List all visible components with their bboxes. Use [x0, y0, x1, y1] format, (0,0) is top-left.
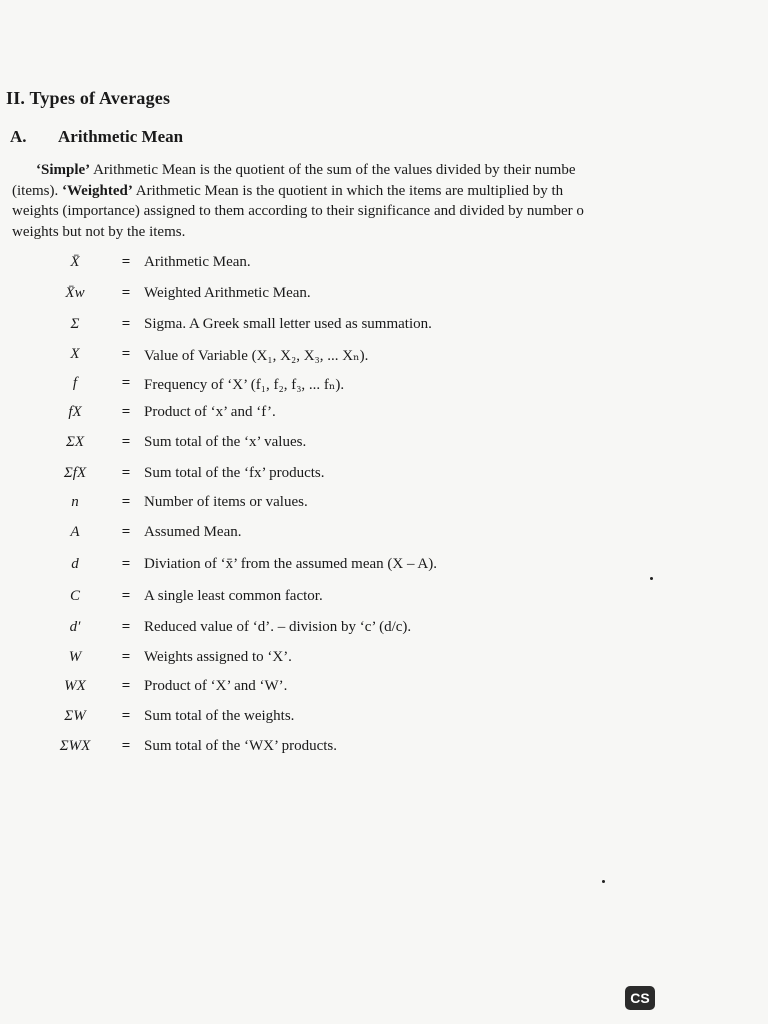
definition-text: A single least common factor.	[144, 588, 323, 604]
definition-symbol: A	[70, 524, 80, 540]
equals-sign: =	[121, 375, 131, 391]
equals-sign: =	[121, 434, 131, 450]
definition-text: Product of ‘x’ and ‘f’.	[144, 404, 276, 420]
subsection-title: Arithmetic Mean	[58, 127, 184, 146]
equals-sign: =	[121, 316, 131, 332]
definition-symbol: X	[70, 346, 80, 362]
intro-line: (items). ‘Weighted’ Arithmetic Mean is the quotient in which the items are multiplied by th	[12, 182, 564, 199]
definition-symbol: ΣX	[65, 434, 85, 450]
definition-text: Sum total of the weights.	[144, 708, 295, 724]
definition-symbol: X̄w	[65, 285, 85, 301]
section-title: II. Types of Averages	[6, 88, 171, 108]
intro-line: weights (importance) assigned to them according to their significance and divided by number o	[12, 203, 584, 219]
equals-sign: =	[121, 524, 131, 540]
equals-sign: =	[121, 619, 131, 635]
definition-symbol: ΣW	[64, 708, 86, 724]
definition-text: Sum total of the ‘WX’ products.	[144, 738, 338, 754]
definition-text: Weighted Arithmetic Mean.	[144, 285, 311, 301]
definition-text: Reduced value of ‘d’. – division by ‘c’ (d/c).	[144, 619, 412, 635]
definition-symbol: ΣfX	[63, 465, 87, 481]
equals-sign: =	[121, 494, 131, 510]
speck	[602, 880, 605, 883]
definition-symbol: d	[71, 556, 79, 572]
equals-sign: =	[121, 254, 131, 270]
equals-sign: =	[121, 285, 131, 301]
definition-text: Sum total of the ‘x’ values.	[144, 434, 307, 450]
equals-sign: =	[121, 465, 131, 481]
intro-paragraph	[12, 160, 768, 242]
intro-line: weights but not by the items.	[12, 223, 186, 240]
definition-text: Product of ‘X’ and ‘W’.	[144, 678, 288, 694]
definition-symbol: W	[68, 649, 82, 665]
equals-sign: =	[121, 649, 131, 665]
equals-sign: =	[121, 404, 131, 420]
definition-symbol: f	[72, 375, 78, 391]
equals-sign: =	[121, 556, 131, 572]
definition-text: Arithmetic Mean.	[144, 254, 251, 270]
equals-sign: =	[121, 708, 131, 724]
definition-symbol: d′	[69, 619, 81, 635]
definition-symbol: Σ	[70, 316, 80, 332]
equals-sign: =	[121, 346, 131, 362]
definition-text: Value of Variable (X₁, X₂, X₃, ... Xₙ).	[144, 348, 369, 364]
speck	[650, 577, 653, 580]
equals-sign: =	[121, 738, 131, 754]
definition-text: Number of items or values.	[144, 494, 308, 510]
definition-symbol: fX	[68, 404, 82, 420]
definition-text: Sigma. A Greek small letter used as summation.	[144, 316, 432, 332]
intro-line: ‘Simple’ Arithmetic Mean is the quotient of the sum of the values divided by their numbe	[36, 162, 576, 178]
subsection-letter: A.	[10, 127, 27, 146]
definition-text: Diviation of ‘x̄’ from the assumed mean (X – A).	[144, 556, 437, 572]
equals-sign: =	[121, 678, 131, 694]
definition-text: Assumed Mean.	[144, 524, 242, 540]
equals-sign: =	[121, 588, 131, 604]
camscanner-logo: CS	[625, 986, 655, 1010]
definition-text: Sum total of the ‘fx’ products.	[144, 465, 325, 481]
definition-symbol: ΣWX	[59, 738, 91, 754]
subsection-heading	[10, 127, 183, 147]
definition-text: Frequency of ‘X’ (f₁, f₂, f₃, ... fₙ).	[144, 377, 345, 393]
definition-symbol: WX	[64, 678, 86, 694]
definition-symbol: X̄	[70, 254, 80, 270]
definition-text: Weights assigned to ‘X’.	[144, 649, 292, 665]
definition-symbol: n	[71, 494, 79, 510]
definition-symbol: C	[69, 588, 80, 604]
